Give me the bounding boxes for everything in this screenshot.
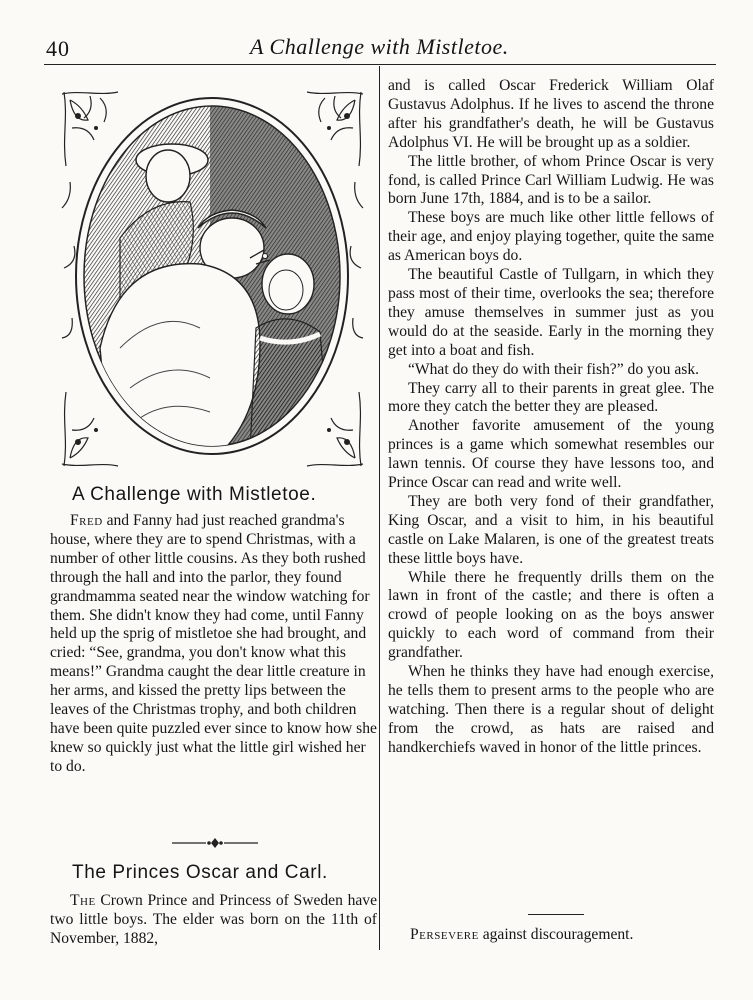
paragraph-continuation: and is called Oscar Frederick William Olaf Gustavus Adolphus. If he lives to ascend the throne after his grandfather's death, he will be Gustavus Adolphus VI. He will be brought up as a soldier. [388, 77, 714, 151]
section-ornament [172, 836, 258, 850]
page-number: 40 [46, 36, 70, 61]
story-title-mistletoe: A Challenge with Mistletoe. [72, 484, 317, 505]
section-rule [528, 914, 584, 915]
paragraph-text: Crown Prince and Princess of Sweden have two little boys. The elder was born on the 11th of November, 1882, [50, 892, 377, 947]
paragraph: The little brother, of whom Prince Oscar is very fond, is called Prince Carl William Ludwig. He was born June 17th, 1884, and is to be a sailor. [388, 152, 714, 208]
paragraph: “What do they do with their fish?” do you ask. [408, 360, 700, 378]
story-princes-first-paragraph [50, 892, 377, 949]
lead-word: The [70, 892, 96, 909]
column-divider [379, 66, 380, 950]
paragraph: They are both very fond of their grandfather, King Oscar, and a visit to him, in his beautiful castle on Lake Malaren, is one of the greatest treats these little boys have. [388, 492, 714, 567]
paragraph: They carry all to their parents in great glee. The more they catch the better they are pleased. [388, 379, 714, 416]
maxim-lead-word: Persevere [410, 926, 479, 943]
paragraph: The beautiful Castle of Tullgarn, in which they pass most of their time, overlooks the sea; therefore they amuse themselves in summer just as you would do at the seaside. Early in the morning they get into a boat and fish. [388, 266, 714, 359]
story-princes-intro [50, 892, 377, 949]
paragraph: Another favorite amusement of the young princes is a game which somewhat resembles our lawn tennis. Of course they have lessons too, and Prince Oscar can read and write well. [388, 417, 714, 492]
maxim [410, 926, 710, 945]
paragraph: While there he frequently drills them on the lawn in front of the castle; and there is often a crowd of people looking on as the boys answer quickly to each word of command from their grandfather. [388, 568, 714, 662]
paragraph: These boys are much like other little fellows of their age, and enjoy playing together, quite the same as American boys do. [388, 209, 714, 265]
story-mistletoe-paragraph [50, 512, 377, 777]
paragraph: When he thinks they have had enough exercise, he tells them to present arms to the people who are watching. Then there is a regular shout of delight from the crowd, as hats are raised and handkerchiefs waved in honor of the little princes. [388, 663, 714, 756]
paragraph-text: and Fanny had just reached grandma's house, where they are to spend Christmas, with a number of other little cousins. As they both rushed through the hall and into the parlor, they found grandmamma seated near the window watching for them. She didn't know they had come, until Fanny held up the sprig of mistletoe she had brought, and cried: “See, grandma, you don't know what this means!” Grandma caught the dear little creature in her arms, and kissed the pretty lips between the leaves of the Christmas trophy, and both children have been quite puzzled ever since to know how she knew so quickly just what the little girl wished her to do. [50, 512, 377, 775]
story-mistletoe-body [50, 512, 377, 777]
maxim-text: against discouragement. [482, 926, 634, 943]
story-title-princes: The Princes Oscar and Carl. [72, 862, 328, 883]
running-title: A Challenge with Mistletoe. [250, 34, 509, 59]
header-rule [44, 64, 716, 65]
story-princes-continued [388, 77, 714, 758]
engraving-illustration [60, 88, 365, 470]
lead-word: Fred [70, 512, 103, 529]
